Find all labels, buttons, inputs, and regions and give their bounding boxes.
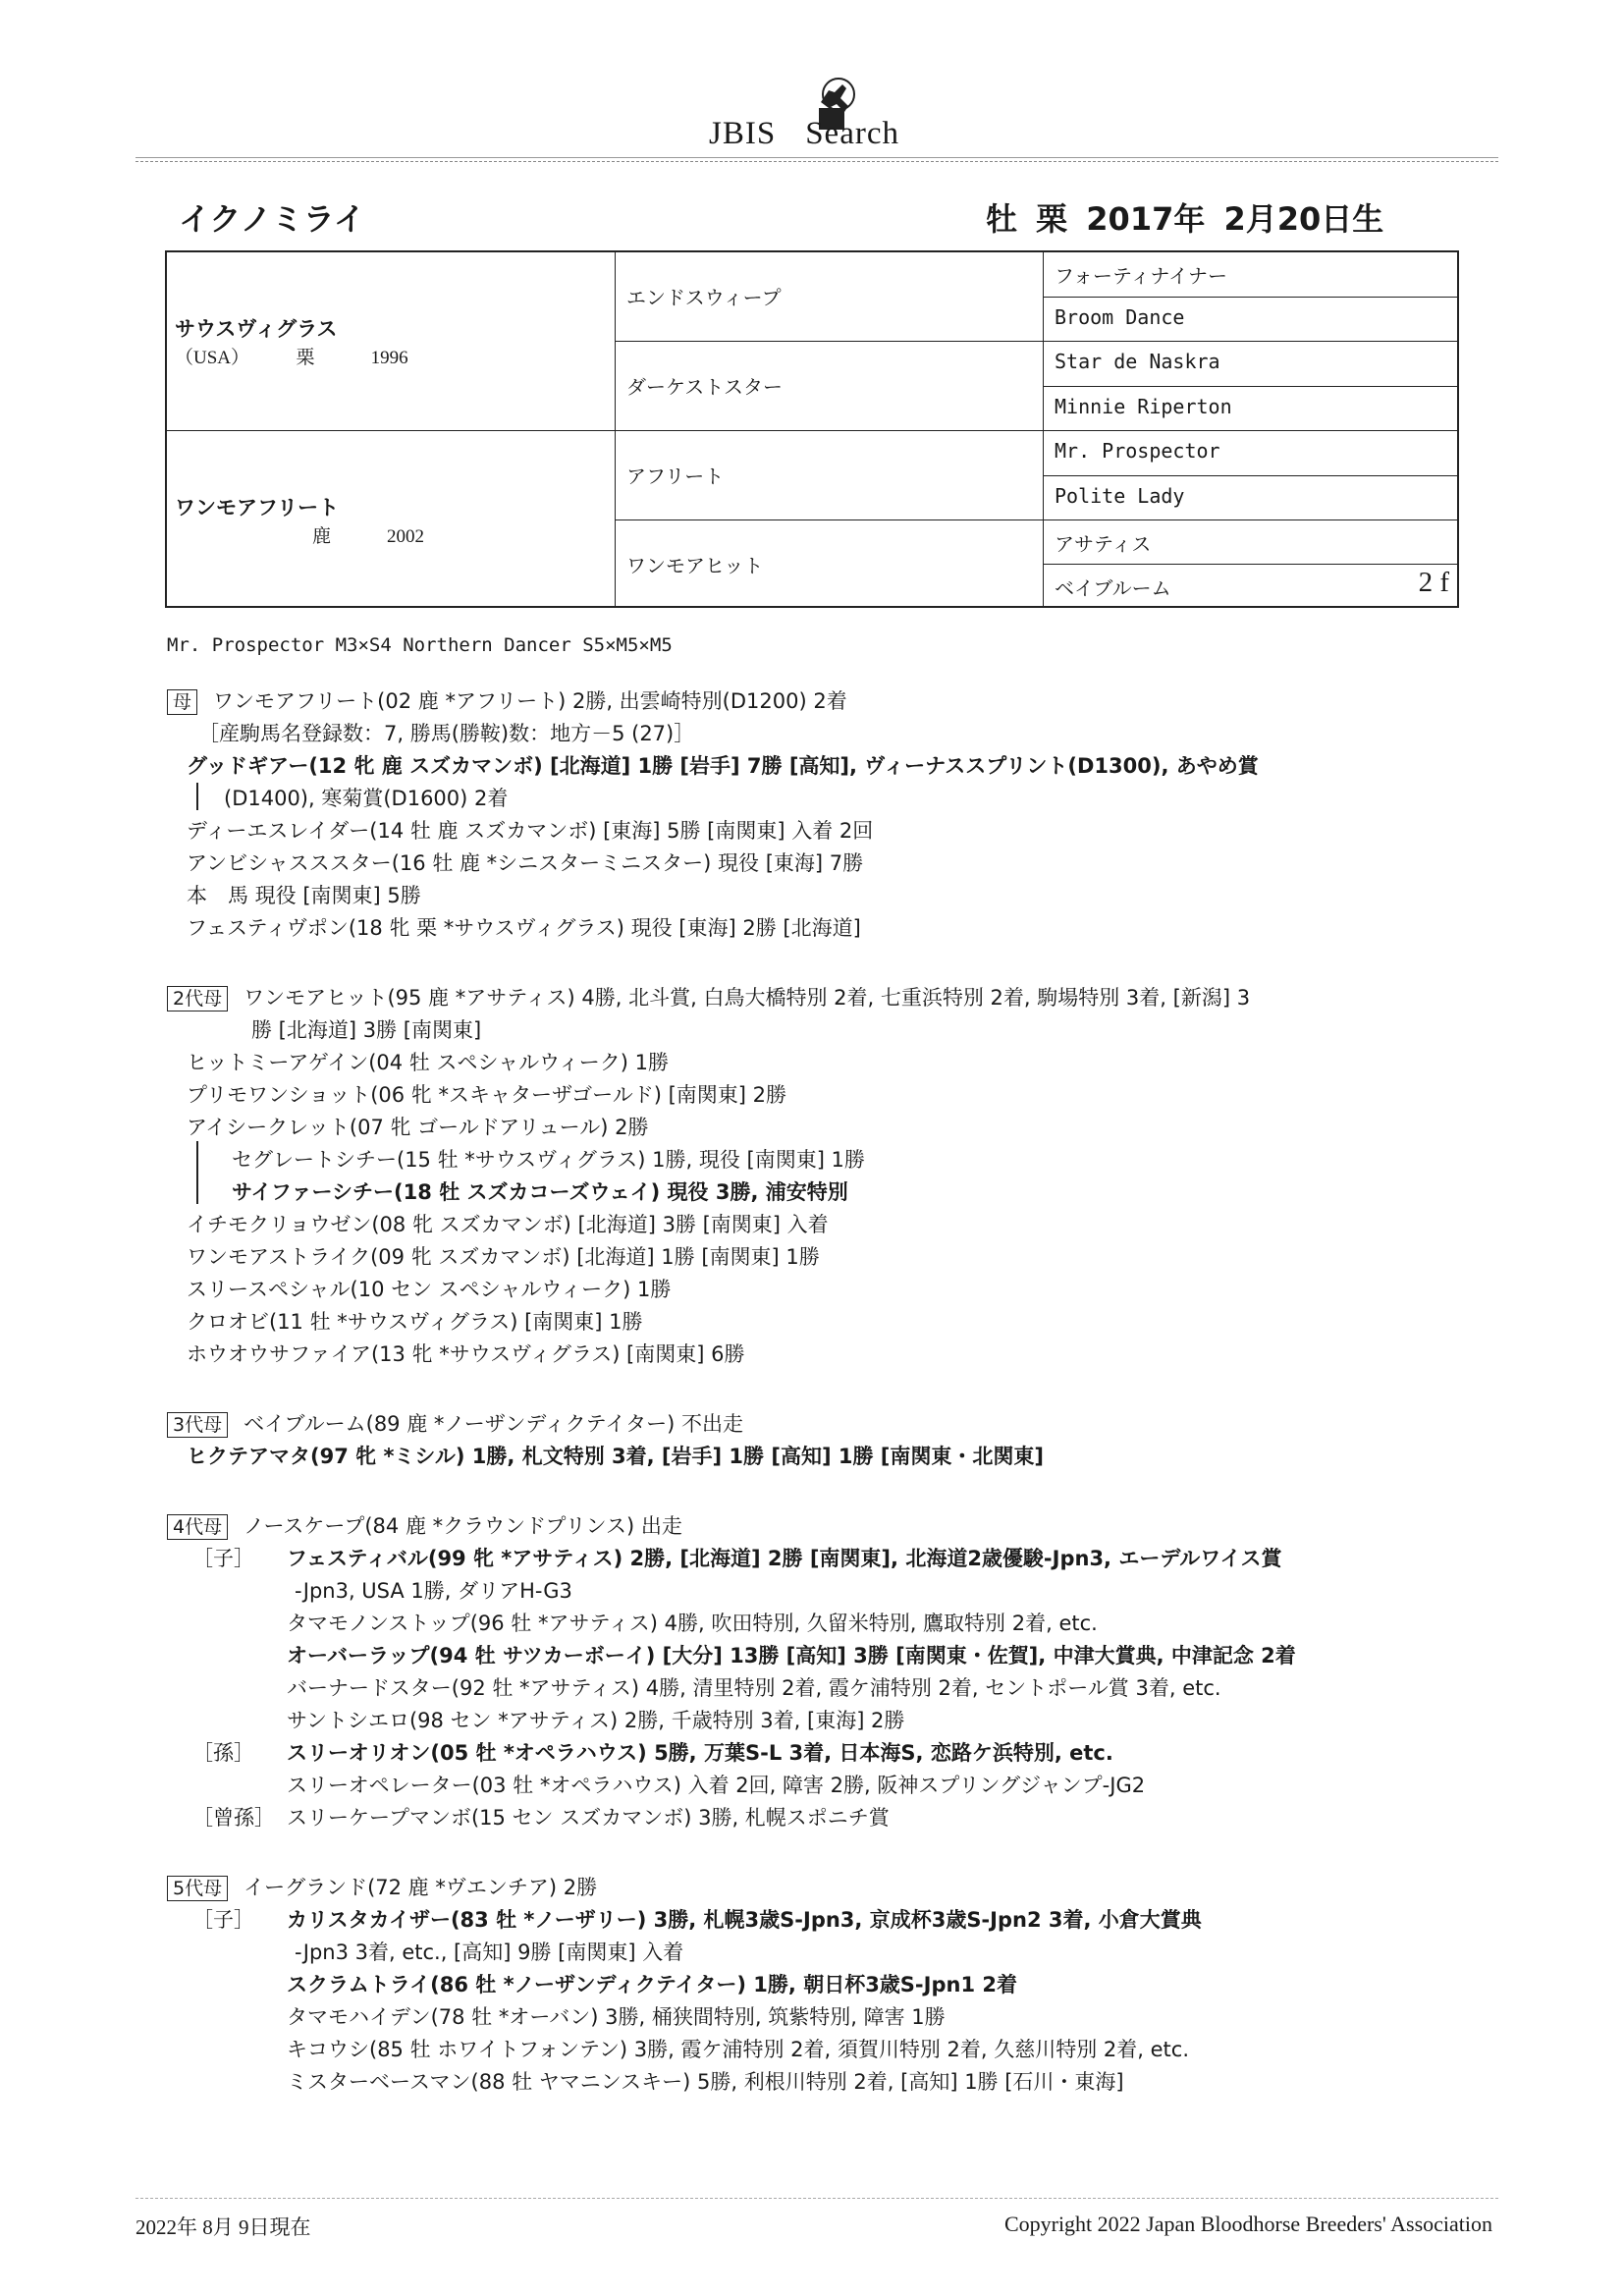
g3-ancestor: Polite Lady bbox=[1055, 484, 1185, 508]
progeny-line: タマモハイデン(78 牡 *オーバン) 3勝, 桶狭間特別, 筑紫特別, 障害 1勝 bbox=[287, 2005, 946, 2029]
pedigree-divider bbox=[615, 519, 1457, 520]
progeny-line: スクラムトライ(86 牡 *ノーザンディクテイター) 1勝, 朝日杯3歳S-Jpn1 2着 bbox=[287, 1973, 1017, 1996]
sire-dam: ダーケストスター bbox=[626, 375, 783, 399]
section-label: 3代母 bbox=[167, 1412, 228, 1438]
progeny-line: スリースペシャル(10 セン スペシャルウィーク) 1勝 bbox=[187, 1278, 672, 1301]
relation-tag-child: ［子］ bbox=[192, 1908, 254, 1932]
progeny-line: フェスティバル(99 牝 *アサティス) 2勝, [北海道] 2勝 [南関東], 北海道2歳優駿-Jpn3, エーデルワイス賞 bbox=[287, 1547, 1282, 1570]
pedigree-divider bbox=[1043, 386, 1457, 387]
g3dam-section-head bbox=[167, 1408, 743, 1438]
relation-tag-grandchild: ［孫］ bbox=[192, 1741, 254, 1765]
progeny-line: キコウシ(85 牡 ホワイトフォンテン) 3勝, 霞ケ浦特別 2着, 須賀川特別 2着, 久慈川特別 2着, etc. bbox=[287, 2038, 1190, 2061]
progeny-line: バーナードスター(92 牡 *アサティス) 4勝, 清里特別 2着, 霞ケ浦特別 2着, セントポール賞 3着, etc. bbox=[287, 1676, 1221, 1700]
progeny-bracket bbox=[196, 783, 198, 810]
progeny-line-cont: (D1400), 寒菊賞(D1600) 2着 bbox=[224, 787, 509, 810]
progeny-line: プリモワンショット(06 牝 *スキャターザゴールド) [南関東] 2勝 bbox=[187, 1083, 787, 1107]
footer-date: 2022年 8月 9日現在 bbox=[135, 2215, 311, 2239]
g2dam-record-cont: 勝 [北海道] 3勝 [南関東] bbox=[251, 1018, 482, 1042]
dam-year: 2002 bbox=[387, 526, 425, 547]
progeny-line: ワンモアストライク(09 牝 スズカマンボ) [北海道] 1勝 [南関東] 1勝 bbox=[187, 1245, 820, 1269]
sire-year: 1996 bbox=[370, 348, 408, 368]
pedigree-divider bbox=[1043, 564, 1457, 565]
progeny-line-cont: -Jpn3, USA 1勝, ダリアH-G3 bbox=[295, 1579, 572, 1603]
g5dam-record: イーグランド(72 鹿 *ヴエンチア) 2勝 bbox=[244, 1876, 598, 1899]
dam-name: ワンモアフリート bbox=[175, 496, 340, 519]
inbreeding-line: Mr. Prospector M3×S4 Northern Dancer S5×M5×M5 bbox=[167, 634, 673, 656]
g4dam-section-head bbox=[167, 1510, 682, 1540]
sire-color: 栗 bbox=[296, 348, 315, 368]
pedigree-table bbox=[165, 250, 1459, 608]
pedigree-divider bbox=[1043, 252, 1044, 606]
g3-ancestor: アサティス bbox=[1055, 532, 1152, 556]
progeny-line: ディーエスレイダー(14 牡 鹿 スズカマンボ) [東海] 5勝 [南関東] 入着 2回 bbox=[187, 819, 874, 843]
g3-ancestor: Minnie Riperton bbox=[1055, 395, 1232, 418]
horse-name: イクノミライ bbox=[179, 200, 365, 238]
pedigree-divider bbox=[167, 430, 1457, 431]
progeny-line: サイファーシチー(18 牡 スズカコーズウェイ) 現役 3勝, 浦安特別 bbox=[232, 1180, 848, 1204]
pedigree-divider bbox=[615, 252, 616, 606]
progeny-line: アンビシャスススター(16 牡 鹿 *シニスターミニスター) 現役 [東海] 7勝 bbox=[187, 851, 864, 875]
dam-section-head bbox=[167, 685, 847, 715]
g5dam-section-head bbox=[167, 1872, 597, 1901]
progeny-line: オーバーラップ(94 牡 サツカーボーイ) [大分] 13勝 [高知] 3勝 [南関東・佐賀], 中津大賞典, 中津記念 2着 bbox=[287, 1644, 1296, 1667]
progeny-line: クロオビ(11 牡 *サウスヴィグラス) [南関東] 1勝 bbox=[187, 1310, 643, 1334]
section-label: 2代母 bbox=[167, 986, 228, 1011]
relation-tag-great-grandchild: ［曾孫］ bbox=[192, 1806, 275, 1830]
g3dam-record: ベイブルーム(89 鹿 *ノーザンディクテイター) 不出走 bbox=[244, 1412, 744, 1436]
relation-tag-child: ［子］ bbox=[192, 1547, 254, 1570]
progeny-line: イチモクリョウゼン(08 牝 スズカマンボ) [北海道] 3勝 [南関東] 入着 bbox=[187, 1213, 829, 1236]
section-label: 4代母 bbox=[167, 1514, 228, 1540]
progeny-line-cont: -Jpn3 3着, etc., [高知] 9勝 [南関東] 入着 bbox=[295, 1941, 684, 1964]
section-label: 5代母 bbox=[167, 1876, 228, 1901]
g3-ancestor: Star de Naskra bbox=[1055, 350, 1220, 373]
header-rule bbox=[135, 157, 1498, 158]
progeny-line: タマモノンストップ(96 牡 *アサティス) 4勝, 吹田特別, 久留米特別, 鷹取特別 2着, etc. bbox=[287, 1612, 1098, 1635]
progeny-line: サントシエロ(98 セン *アサティス) 2勝, 千歳特別 3着, [東海] 2勝 bbox=[287, 1709, 905, 1732]
progeny-line: ヒットミーアゲイン(04 牡 スペシャルウィーク) 1勝 bbox=[187, 1051, 670, 1074]
logo-text: JBIS bbox=[709, 116, 777, 151]
sire-name: サウスヴィグラス bbox=[175, 317, 338, 341]
progeny-line: スリーオペレーター(03 牡 *オペラハウス) 入着 2回, 障害 2勝, 阪神スプリングジャンプ-JG2 bbox=[287, 1774, 1146, 1797]
g4dam-record: ノースケープ(84 鹿 *クラウンドプリンス) 出走 bbox=[244, 1514, 682, 1538]
family-number: 2 f bbox=[1418, 567, 1449, 598]
g3-ancestor: Mr. Prospector bbox=[1055, 439, 1220, 463]
dam-color: 鹿 bbox=[312, 526, 332, 547]
dam-record: ワンモアフリート(02 鹿 *アフリート) 2勝, 出雲崎特別(D1200) 2着 bbox=[213, 689, 847, 713]
progeny-line: ヒクテアマタ(97 牝 *ミシル) 1勝, 札文特別 3着, [岩手] 1勝 [高知] 1勝 [南関東・北関東] bbox=[187, 1445, 1044, 1468]
header-rule-dashed bbox=[135, 161, 1498, 162]
pedigree-divider bbox=[615, 341, 1457, 342]
sire-origin: （USA） bbox=[175, 348, 241, 368]
progeny-line: ミスターベースマン(88 牡 ヤマニンスキー) 5勝, 利根川特別 2着, [高知] 1勝 [石川・東海] bbox=[287, 2070, 1124, 2094]
g3-ancestor: ベイブルーム bbox=[1055, 576, 1171, 600]
progeny-line: カリスタカイザー(83 牡 *ノーザリー) 3勝, 札幌3歳S-Jpn3, 京成杯3歳S-Jpn2 3着, 小倉大賞典 bbox=[287, 1908, 1202, 1932]
dam-dam: ワンモアヒット bbox=[626, 554, 764, 577]
dam-cell bbox=[175, 492, 424, 548]
section-label: 母 bbox=[167, 689, 197, 715]
g2dam-section-head bbox=[167, 982, 1250, 1011]
progeny-line: スリーケープマンボ(15 セン スズカマンボ) 3勝, 札幌スポニチ賞 bbox=[287, 1806, 890, 1830]
progeny-line: フェスティヴポン(18 牝 栗 *サウスヴィグラス) 現役 [東海] 2勝 [北海道] bbox=[187, 916, 861, 940]
progeny-bracket bbox=[196, 1141, 198, 1204]
sire-sire: エンドスウィープ bbox=[626, 286, 782, 309]
progeny-line: アイシークレット(07 牝 ゴールドアリュール) 2勝 bbox=[187, 1116, 649, 1139]
sire-cell bbox=[175, 313, 408, 369]
progeny-line: グッドギアー(12 牝 鹿 スズカマンボ) [北海道] 1勝 [岩手] 7勝 [高知], ヴィーナススプリント(D1300), あやめ賞 bbox=[187, 754, 1259, 778]
dam-sire: アフリート bbox=[626, 465, 725, 488]
pedigree-divider bbox=[1043, 297, 1457, 298]
logo-sub: Search bbox=[805, 116, 899, 151]
dam-progeny-count: ［産駒馬名登録数：7, 勝馬(勝鞍)数：地方－5 (27)］ bbox=[198, 722, 695, 745]
progeny-line: ホウオウサファイア(13 牝 *サウスヴィグラス) [南関東] 6勝 bbox=[187, 1342, 745, 1366]
progeny-line: セグレートシチー(15 牡 *サウスヴィグラス) 1勝, 現役 [南関東] 1勝 bbox=[232, 1148, 865, 1172]
progeny-line: 本 馬 現役 [南関東] 5勝 bbox=[187, 884, 421, 907]
g3-ancestor: フォーティナイナー bbox=[1055, 264, 1227, 288]
pedigree-divider bbox=[1043, 475, 1457, 476]
horse-info: 牡 栗 2017年 2月20日生 bbox=[986, 200, 1384, 238]
g3-ancestor: Broom Dance bbox=[1055, 305, 1185, 329]
g2dam-record: ワンモアヒット(95 鹿 *アサティス) 4勝, 北斗賞, 白鳥大橋特別 2着, 七重浜特別 2着, 駒場特別 3着, [新潟] 3 bbox=[244, 986, 1251, 1010]
jbis-search-logo bbox=[709, 102, 945, 153]
footer-copyright: Copyright 2022 Japan Bloodhorse Breeders' Association bbox=[1003, 2212, 1492, 2236]
footer-rule bbox=[135, 2198, 1498, 2199]
progeny-line: スリーオリオン(05 牡 *オペラハウス) 5勝, 万葉S-L 3着, 日本海S, 恋路ケ浜特別, etc. bbox=[287, 1741, 1113, 1765]
